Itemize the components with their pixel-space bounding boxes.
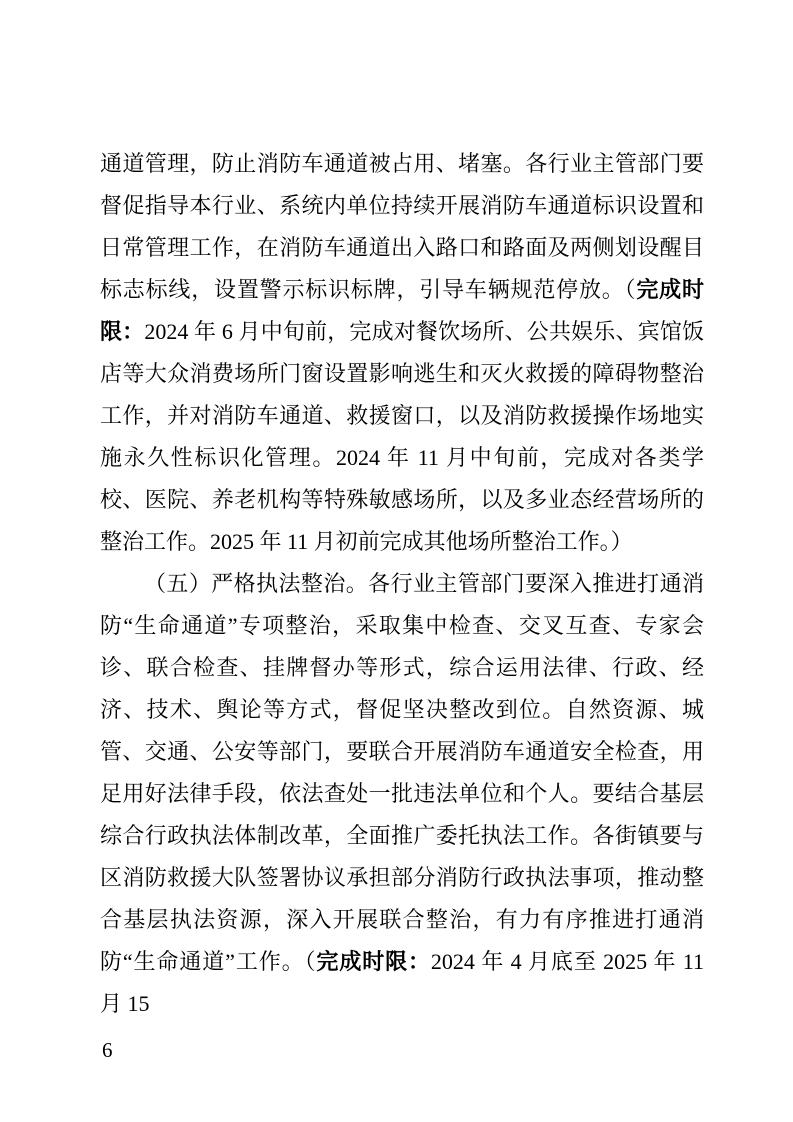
deadline-emphasis: 完成时限： <box>316 949 431 974</box>
page-number: 6 <box>102 1038 113 1062</box>
body-text: （五）严格执法整治。各行业主管部门要深入推进打通消防“生命通道”专项整治，采取集中检查、交叉互查、专家会诊、联合检查、挂牌督办等形式，综合运用法律、行政、经济、技术、舆论等方式，督促坚决整改到位。自然资源、城管、交通、公安等部门，要联合开展消防车通道安全检查，用足用好法律手段，依法查处一批违法单位和个人。要结合基层综合行政执法体制改革，全面推广委托执法工作。各街镇要与区消防救援大队签署协议承担部分消防行政执法事项，推动整合基层执法资源，深入开展联合整治，有力有序推进打通消防“生命通道”工作。（ <box>100 571 704 974</box>
document-body <box>100 143 704 1025</box>
body-text: 2024 年 4 月底至 2025 年 11 月 15 <box>100 949 704 1016</box>
body-text: 通道管理，防止消防车通道被占用、堵塞。各行业主管部门要督促指导本行业、系统内单位持续开展消防车通道标识设置和日常管理工作，在消防车通道出入路口和路面及两侧划设醒目标志标线，设置警示标识标牌，引导车辆规范停放。（ <box>100 151 704 302</box>
body-text: 2024 年 6 月中旬前，完成对餐饮场所、公共娱乐、宾馆饭店等大众消费场所门窗设置影响逃生和灭火救援的障碍物整治工作，并对消防车通道、救援窗口，以及消防救援操作场地实施永久性标识化管理。2024 年 11 月中旬前，完成对各类学校、医院、养老机构等特殊敏感场所，以及多业态经营场所的整治工作。2025 年 11 月初前完成其他场所整治工作。） <box>100 319 704 554</box>
paragraph-section-5 <box>100 563 704 1025</box>
deadline-emphasis: 完成时限： <box>100 277 704 344</box>
paragraph-continuation <box>100 143 704 563</box>
